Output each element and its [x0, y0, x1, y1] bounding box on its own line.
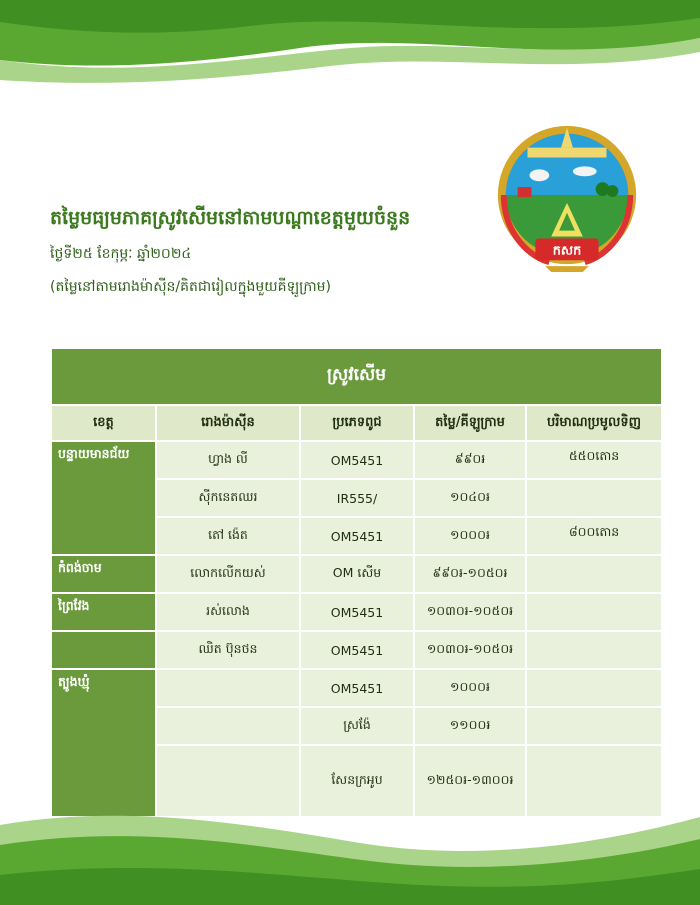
column-header-price: តម្លៃ/គីឡូក្រាម: [414, 405, 526, 441]
mill-cell: ឈិត ប៊ុនថន: [156, 631, 300, 669]
province-cell: កំពង់ចាម: [51, 555, 156, 593]
quantity-cell: [526, 631, 662, 669]
variety-cell: OM5451: [300, 441, 414, 479]
price-cell: ១២៥០៛-១៣០០៛: [414, 745, 526, 817]
price-cell: ១១០០៛: [414, 707, 526, 745]
price-cell: ១០០០៛: [414, 517, 526, 555]
column-header-mill: រោងម៉ាស៊ីន: [156, 405, 300, 441]
price-cell: ១០០០៛: [414, 669, 526, 707]
price-table: [50, 347, 663, 818]
column-header-province: ខេត្ត: [51, 405, 156, 441]
title-block: [50, 206, 480, 298]
bottom-wave-decoration: [0, 795, 700, 905]
variety-cell: OM សើម: [300, 555, 414, 593]
table-row: [51, 669, 662, 707]
quantity-cell: ៥៥០តោន: [526, 441, 662, 479]
price-table-container: [50, 347, 661, 818]
column-header-variety: ប្រភេទពូជ: [300, 405, 414, 441]
variety-cell: សែនក្រអូប: [300, 745, 414, 817]
province-cell: ត្បូងឃ្មុំ: [51, 669, 156, 817]
province-cell-empty: [51, 631, 156, 669]
ministry-emblem: [488, 118, 646, 276]
price-cell: ១០៣០៛-១០៥០៛: [414, 593, 526, 631]
mill-cell: លោកលើកយស់: [156, 555, 300, 593]
price-cell: ១០៤០៛: [414, 479, 526, 517]
price-note: (តម្លៃនៅតាមរោងម៉ាស៊ីន/គិតជារៀលក្នុងមួយគីឡូក្រាម): [50, 279, 332, 295]
report-date: ថ្ងៃទី២៥ ខែកុម្ភៈ ឆ្នាំ២០២៤: [50, 246, 192, 262]
quantity-cell: [526, 707, 662, 745]
province-cell: បន្ទាយមានជ័យ: [51, 441, 156, 555]
quantity-cell: [526, 479, 662, 517]
price-cell: ៩៩០៛-១០៥០៛: [414, 555, 526, 593]
price-cell: ៩៩០៛: [414, 441, 526, 479]
table-row: [51, 555, 662, 593]
quantity-cell: [526, 669, 662, 707]
table-row: [51, 631, 662, 669]
page-title: តម្លៃមធ្យមភាគស្រូវសើមនៅតាមបណ្តាខេត្តមួយចំនួន: [50, 207, 411, 229]
mill-cell: [156, 669, 300, 707]
mill-cell: ស៊ីកនេតឈរ: [156, 479, 300, 517]
price-cell: ១០៣០៛-១០៥០៛: [414, 631, 526, 669]
variety-cell: ស្រង៉ែ: [300, 707, 414, 745]
variety-cell: OM5451: [300, 669, 414, 707]
table-row: [51, 593, 662, 631]
top-wave-decoration: [0, 0, 700, 90]
variety-cell: OM5451: [300, 593, 414, 631]
quantity-cell: ៨០០តោន: [526, 517, 662, 555]
variety-cell: IR555/: [300, 479, 414, 517]
mill-cell: [156, 707, 300, 745]
quantity-cell: [526, 555, 662, 593]
variety-cell: OM5451: [300, 517, 414, 555]
province-cell: ព្រៃវែង: [51, 593, 156, 631]
mill-cell: តៅ ង៉េត: [156, 517, 300, 555]
mill-cell: រស់លោង: [156, 593, 300, 631]
quantity-cell: [526, 593, 662, 631]
variety-cell: OM5451: [300, 631, 414, 669]
table-row: [51, 441, 662, 479]
mill-cell: ហ្វាង លី: [156, 441, 300, 479]
emblem-label: កសក: [552, 243, 582, 259]
table-banner: ស្រូវសើម: [51, 348, 662, 405]
column-header-quantity: បរិមាណប្រមូលទិញ: [526, 405, 662, 441]
